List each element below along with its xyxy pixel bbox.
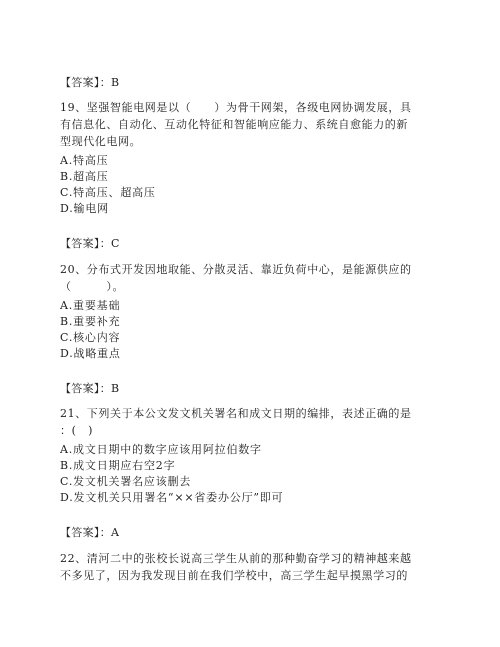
question-22-line-1: 22、清河二中的张校长说高三学生从前的那种勤奋学习的精神越来越: [60, 552, 412, 565]
question-19-line-2: 有信息化、自动化、互动化特征和智能响应能力、系统自愈能力的新: [60, 118, 408, 131]
question-19-option-a: A.特高压: [60, 154, 109, 167]
question-21-line-2: ：( ): [60, 424, 93, 437]
answer-18: 【答案】：B: [60, 76, 120, 89]
question-19-line-1: 19、坚强智能电网是以（ ）为骨干网架，各级电网协调发展，具: [60, 101, 412, 114]
question-20-option-a: A.重要基础: [60, 299, 121, 312]
answer-19: 【答案】：C: [60, 237, 120, 250]
question-20-option-c: C.核心内容: [60, 331, 121, 344]
answer-21: 【答案】：A: [60, 526, 120, 539]
question-21-option-b: B.成文日期应右空2字: [60, 459, 176, 472]
question-19-option-c: C.特高压、超高压: [60, 186, 156, 199]
question-21-option-c: C.发文机关署名应该删去: [60, 475, 192, 488]
question-22-line-2: 不多见了，因为我发现目前在我们学校中，高三学生起早摸黑学习的: [60, 569, 408, 582]
question-20-option-d: D.战略重点: [60, 347, 121, 360]
question-20-option-b: B.重要补充: [60, 315, 121, 328]
question-20-line-2: （ ）。: [60, 280, 125, 293]
question-19-option-b: B.超高压: [60, 170, 109, 183]
answer-20: 【答案】：B: [60, 382, 120, 395]
question-21-line-1: 21、下列关于本公文发文机关署名和成文日期的编排，表述正确的是: [60, 407, 412, 420]
question-19-option-d: D.输电网: [60, 202, 109, 215]
question-21-option-a: A.成文日期中的数字应该用阿拉伯数字: [60, 443, 262, 456]
question-20-line-1: 20、分布式开发因地取能、分散灵活、靠近负荷中心，是能源供应的: [60, 263, 412, 276]
question-21-option-d: D.发文机关只用署名“××省委办公厅”即可: [60, 491, 284, 504]
question-19-line-3: 型现代化电网。: [60, 135, 142, 148]
